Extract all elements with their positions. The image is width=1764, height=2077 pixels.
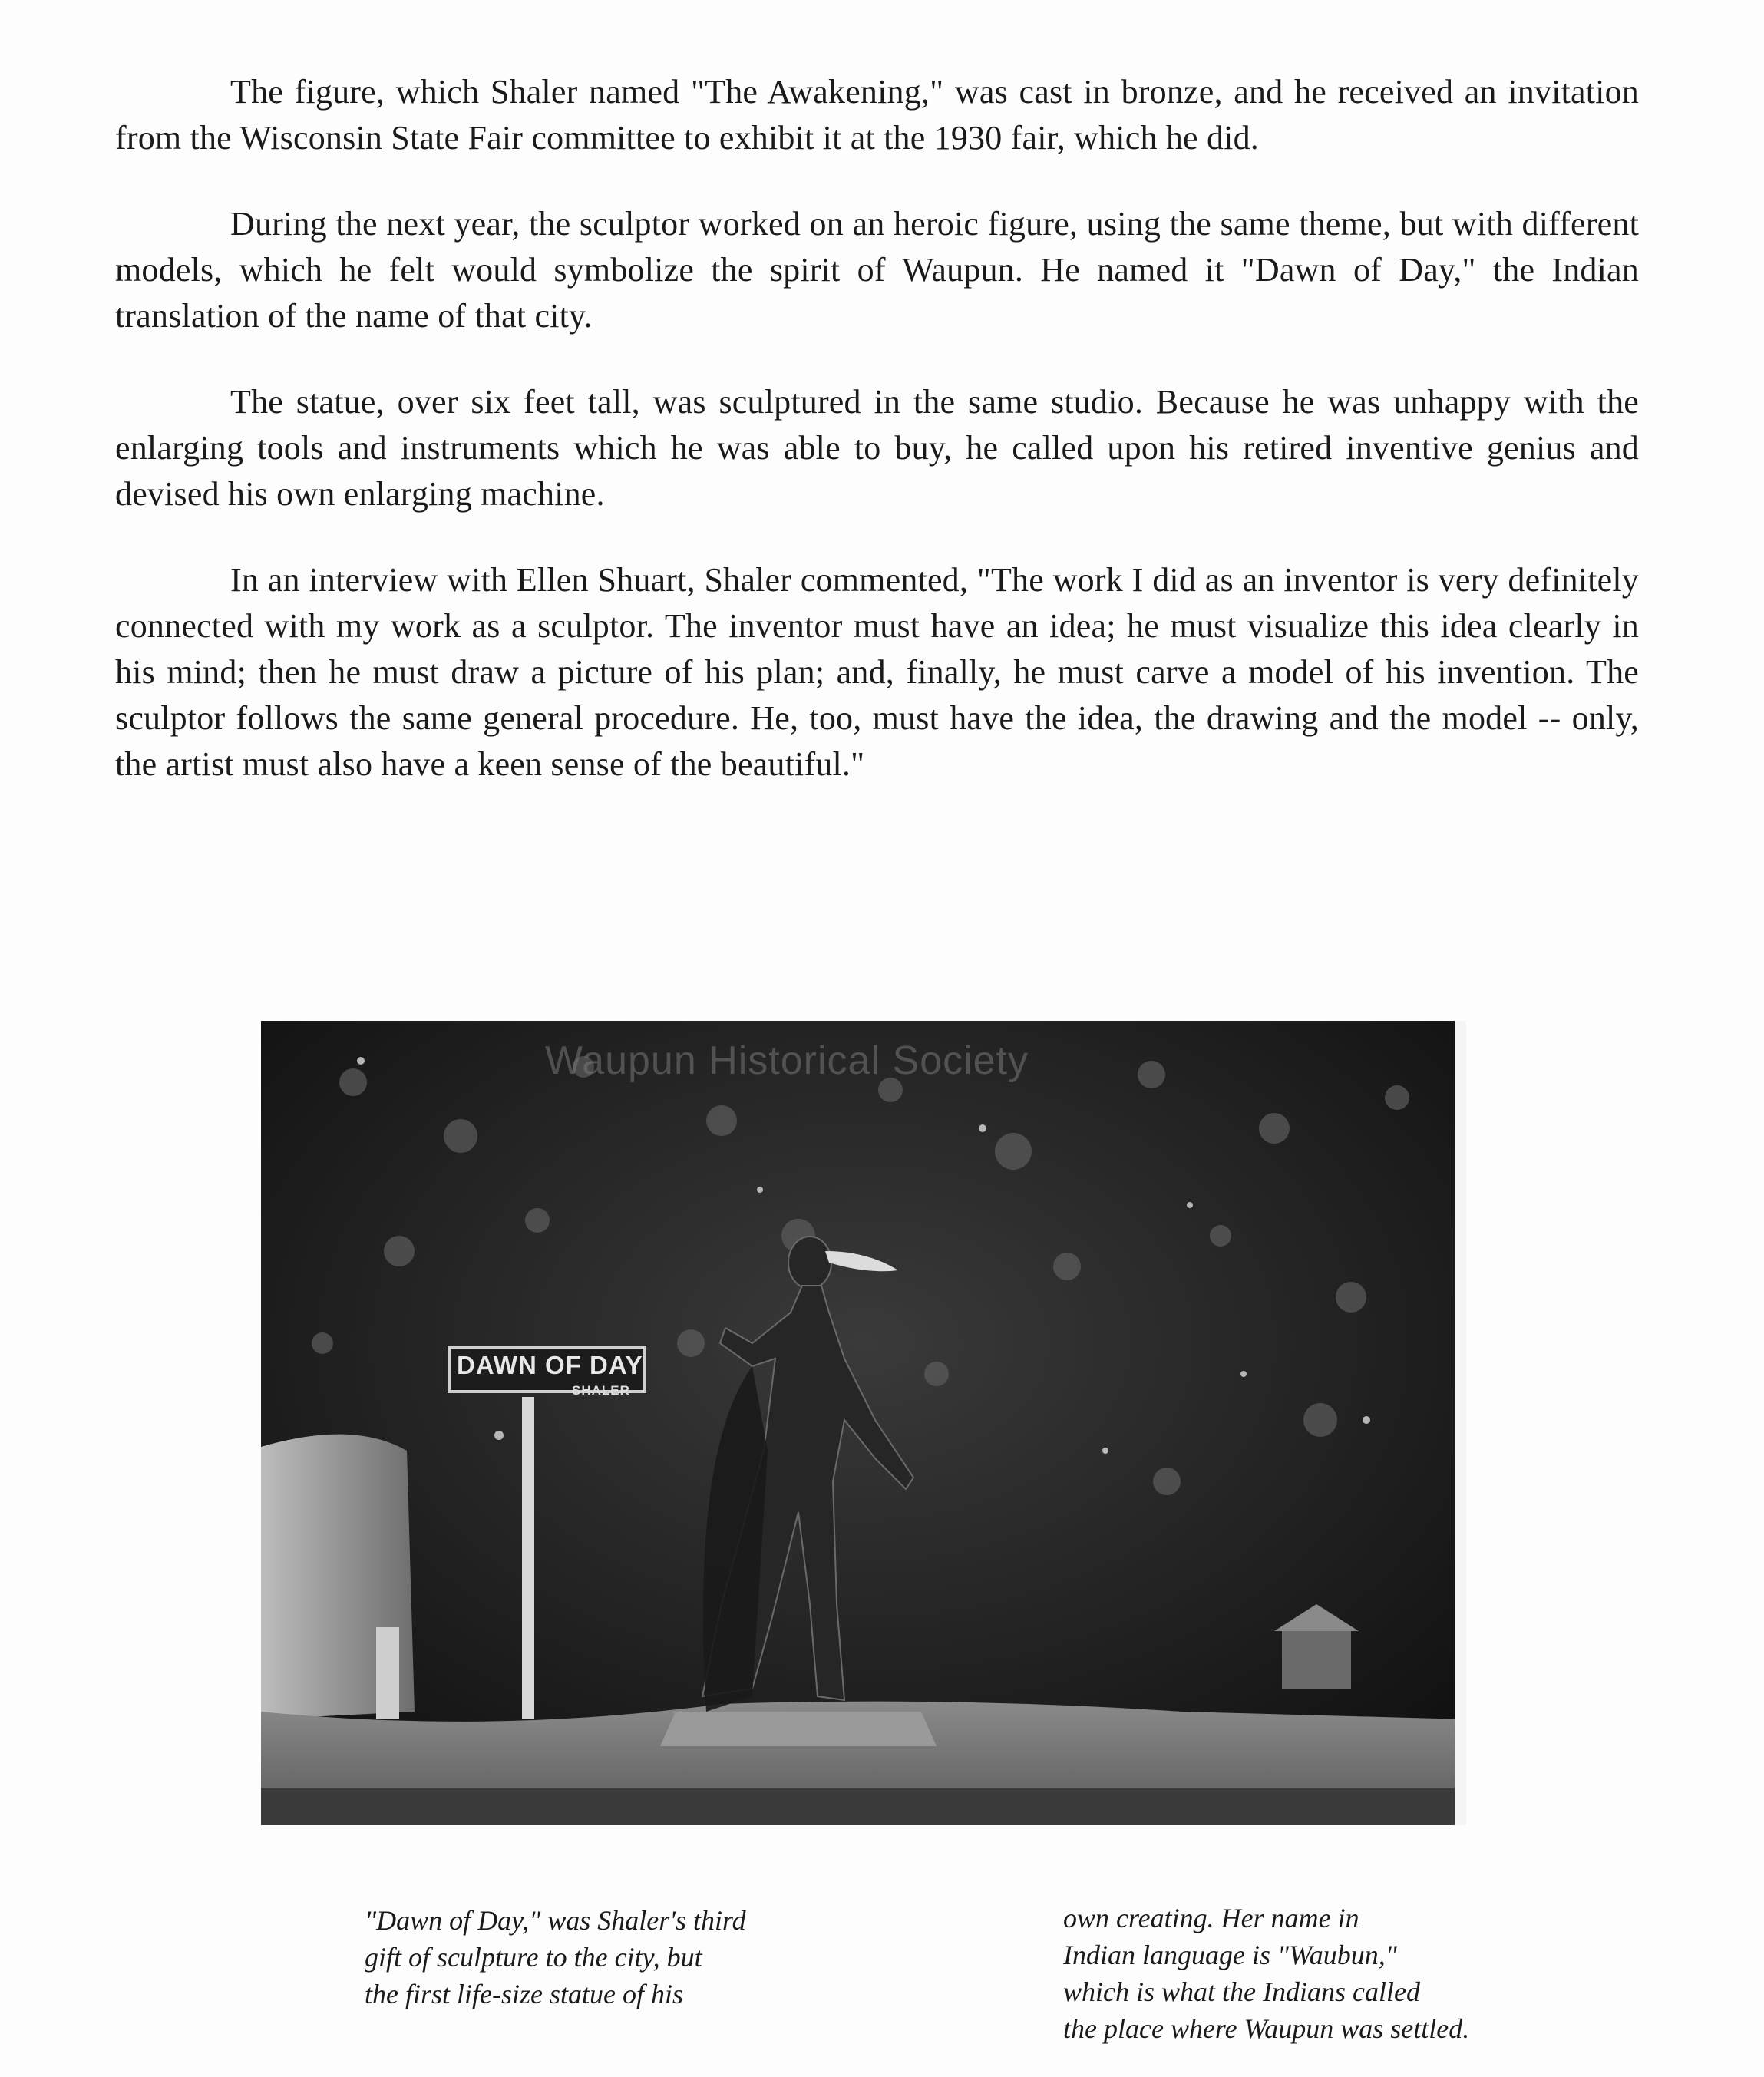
caption-line: "Dawn of Day," was Shaler's third [365, 1905, 746, 1936]
photo-caption-right [1063, 1900, 1469, 2047]
caption-line: gift of sculpture to the city, but [365, 1942, 702, 1973]
photo-watermark: Waupun Historical Society [545, 1038, 1029, 1083]
paragraph-dawn-of-day: During the next year, the sculptor worked on an heroic figure, using the same theme, but with different models, which he felt would symbolize the spirit of Waupun. He named it "Dawn of Day," the Indian translation of the name of that city. [115, 205, 1639, 335]
photo-illustration [261, 1021, 1466, 1825]
paragraph-interview-quote: In an interview with Ellen Shuart, Shaler commented, "The work I did as an inventor is very definitely connected with my work as a sculptor. The inventor must have an idea; he must visualize this idea clearly in his mind; then he must draw a picture of his plan; and, finally, he must carve a model of his invention. The sculptor follows the same general procedure. He, too, must have the idea, the drawing and the model -- only, the artist must also have a keen sense of the beautiful." [115, 561, 1639, 783]
street-sign-subtext: SHALER [572, 1383, 630, 1398]
caption-line: the place where Waupun was settled. [1063, 2013, 1470, 2044]
statue-photograph [261, 1021, 1466, 1825]
caption-line: own creating. Her name in [1063, 1903, 1359, 1933]
street-sign-text: DAWN OF DAY [457, 1351, 643, 1379]
photo-caption-left [365, 1902, 746, 2013]
paragraph-enlarging-machine: The statue, over six feet tall, was sculptured in the same studio. Because he was unhappy with the enlarging tools and instruments which he was able to buy, he called upon his retired inventive genius and devised his own enlarging machine. [115, 383, 1639, 513]
caption-line: which is what the Indians called [1063, 1976, 1420, 2007]
caption-line: Indian language is "Waubun," [1063, 1940, 1397, 1970]
body-text [115, 69, 1639, 827]
paragraph-awakening: The figure, which Shaler named "The Awakening," was cast in bronze, and he received an invitation from the Wisconsin State Fair committee to exhibit it at the 1930 fair, which he did. [115, 73, 1639, 157]
caption-line: the first life-size statue of his [365, 1979, 683, 2009]
